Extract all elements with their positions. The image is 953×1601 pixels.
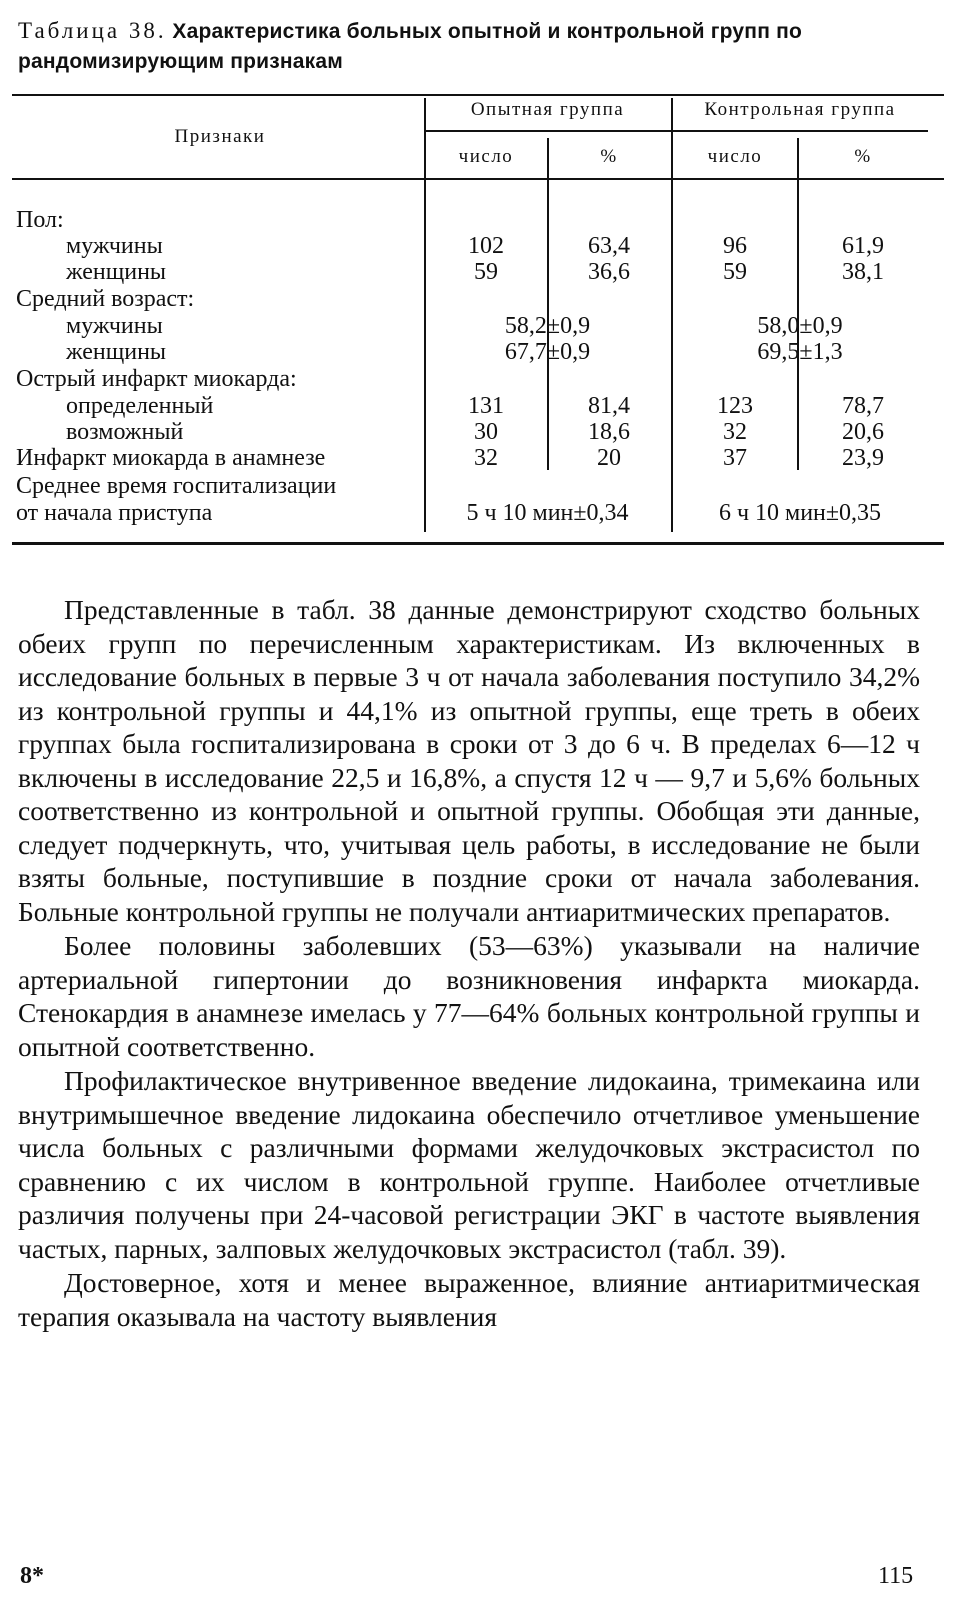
cell-value: 38,1 bbox=[842, 259, 884, 285]
cell-value: 20,6 bbox=[842, 419, 884, 445]
cell-value: 32 bbox=[723, 419, 747, 445]
table-bottom-rule bbox=[12, 542, 944, 545]
cell-value-merged: 58,2±0,9 bbox=[504, 313, 591, 339]
cell-value: 61,9 bbox=[842, 233, 884, 259]
row-label-mi-history: Инфаркт миокарда в анамнезе bbox=[16, 445, 326, 471]
table-caption-lead: Таблица 38. bbox=[18, 18, 167, 43]
table-header-rule bbox=[12, 178, 944, 180]
header-group-experimental: Опытная группа bbox=[470, 99, 625, 120]
cell-value: 78,7 bbox=[842, 393, 884, 419]
row-label-mi-definite: определенный bbox=[66, 393, 214, 419]
group-header-underline bbox=[425, 130, 928, 132]
cell-value: 59 bbox=[474, 259, 498, 285]
cell-value-merged: 5 ч 10 мин±0,34 bbox=[466, 500, 629, 526]
header-features: Признаки bbox=[174, 126, 266, 147]
row-label-age-men: мужчины bbox=[66, 313, 163, 339]
header-exp-count: число bbox=[458, 146, 514, 167]
body-text bbox=[18, 593, 920, 1333]
cell-value-merged: 6 ч 10 мин±0,35 bbox=[718, 500, 882, 526]
paragraph: Более половины заболевших (53—63%) указывали на наличие артериальной гипертонии до возникновения инфаркта миокарда. Стенокардия в анамнезе имелась у 77—64% больных контрольной группы и опытной соответственно. bbox=[18, 930, 920, 1062]
header-ctrl-percent: % bbox=[854, 146, 872, 167]
paragraph: Представленные в табл. 38 данные демонстрируют сходство больных обеих групп по перечисленным характеристикам. Из включенных в исследование больных в первые 3 ч от начала заболевания поступило 34,2% из контрольной группы и 44,1% из опытной группы, еще треть в обеих группах была госпитализирована в сроки от 3 до 6 ч. В пределах 6—12 ч включены в исследование 22,5 и 16,8%, а спустя 12 ч — 9,7 и 5,6% больных соответственно из контрольной и опытной группы. Обобщая эти данные, следует подчеркнуть, что, учитывая цель работы, в исследование не были взяты больные, поступившие в поздние сроки от начала заболевания. Больные контрольной группы не получали антиаритмических препаратов. bbox=[18, 594, 920, 927]
cell-value: 20 bbox=[597, 445, 621, 471]
row-label-age-women: женщины bbox=[66, 339, 167, 365]
cell-value: 102 bbox=[468, 233, 504, 259]
row-label-acute-mi: Острый инфаркт миокарда: bbox=[16, 366, 297, 392]
page-number: 115 bbox=[878, 1563, 914, 1589]
row-label-mean-age: Средний возраст: bbox=[16, 286, 195, 312]
cell-value: 131 bbox=[468, 393, 504, 419]
paragraph: Достоверное, хотя и менее выраженное, влияние антиаритмическая терапия оказывала на частоту выявления bbox=[18, 1267, 920, 1332]
cell-value-merged: 69,5±1,3 bbox=[757, 339, 843, 365]
header-exp-percent: % bbox=[600, 146, 618, 167]
cell-value: 32 bbox=[474, 445, 498, 471]
paragraph: Профилактическое внутривенное введение лидокаина, тримекаина или внутримышечное введение лидокаина обеспечило отчетливое уменьшение числа больных с различными формами желудочковых экстрасистол по сравнению с их числом в контрольной группе. Наиболее отчетливые различия получены при 24-часовой регистрации ЭКГ в частоте выявления частых, парных, залповых желудочковых экстрасистол (табл. 39). bbox=[18, 1065, 920, 1264]
cell-value-merged: 58,0±0,9 bbox=[757, 313, 843, 339]
cell-value: 123 bbox=[717, 393, 753, 419]
header-group-control: Контрольная группа bbox=[704, 99, 896, 120]
row-label-mi-possible: возможный bbox=[66, 419, 184, 445]
row-label-hosp-time-1: Среднее время госпитализации bbox=[16, 473, 337, 499]
cell-value: 59 bbox=[723, 259, 747, 285]
row-label-sex: Пол: bbox=[16, 207, 64, 233]
cell-value: 63,4 bbox=[588, 233, 630, 259]
cell-value: 37 bbox=[723, 445, 747, 471]
cell-value: 18,6 bbox=[588, 419, 630, 445]
row-label-sex-women: женщины bbox=[66, 259, 167, 285]
cell-value: 30 bbox=[474, 419, 498, 445]
table-caption bbox=[18, 16, 948, 76]
header-ctrl-count: число bbox=[707, 146, 763, 167]
cell-value: 96 bbox=[723, 233, 747, 259]
row-label-sex-men: мужчины bbox=[66, 233, 163, 259]
table-caption-title: Характеристика больных опытной и контрольной групп по рандомизирующим признакам bbox=[18, 20, 803, 73]
row-label-hosp-time-2: от начала приступа bbox=[16, 500, 213, 526]
cell-value-merged: 67,7±0,9 bbox=[504, 339, 591, 365]
cell-value: 81,4 bbox=[588, 393, 630, 419]
cell-value: 23,9 bbox=[842, 445, 884, 471]
table-top-rule bbox=[12, 94, 944, 96]
signature-mark: 8* bbox=[20, 1563, 44, 1589]
cell-value: 36,6 bbox=[588, 259, 630, 285]
